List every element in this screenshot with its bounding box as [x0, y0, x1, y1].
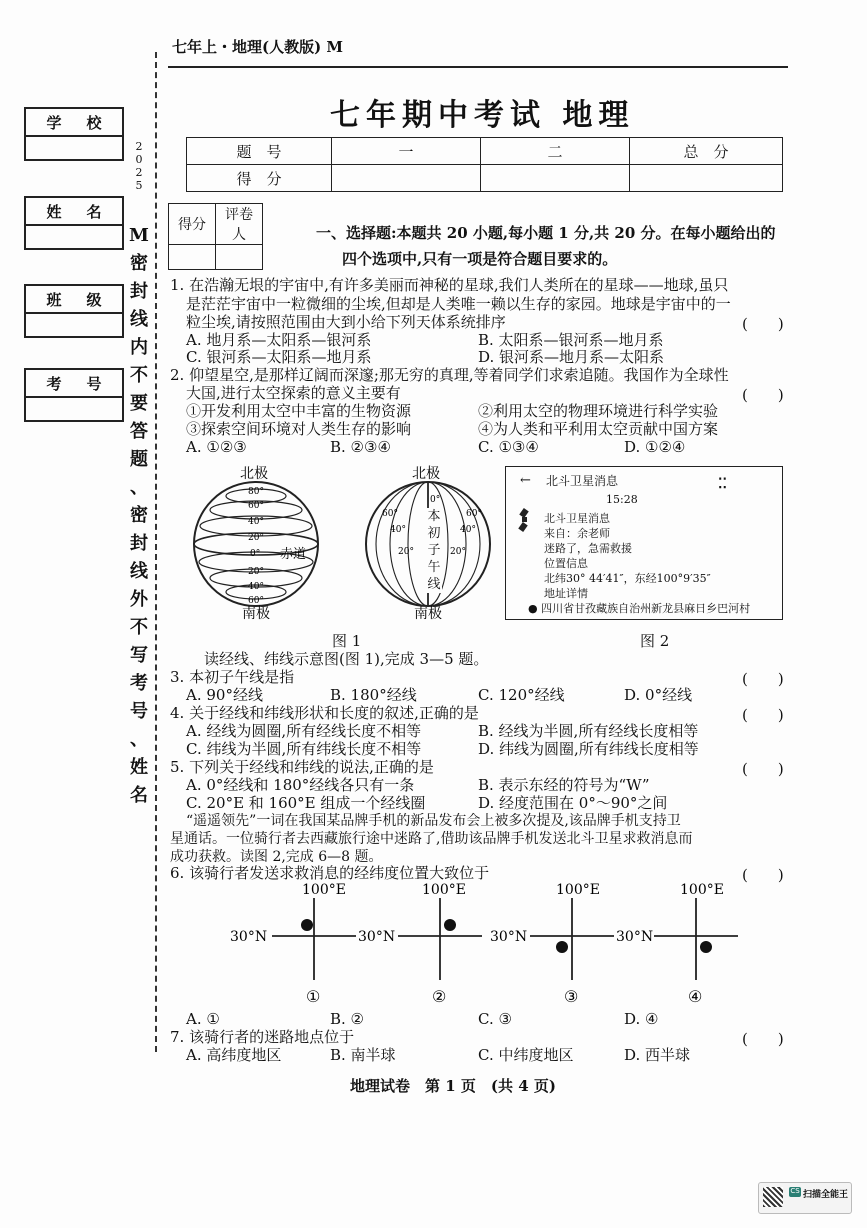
header-course: 七年上・地理(人教版) M [172, 38, 344, 56]
q7-option-b[interactable]: B. 南半球 [330, 1046, 396, 1064]
meridian-char: 本 [427, 509, 441, 524]
message-header: 北斗卫星消息 [546, 474, 619, 488]
seal-char: 号 [130, 701, 148, 722]
q5-option-b[interactable]: B. 表示东经的符号为“W” [478, 776, 650, 794]
q6-answer-paren[interactable]: ( ) [742, 866, 784, 884]
grader-score-cell[interactable] [169, 245, 216, 270]
seal-char: 密 [130, 253, 148, 274]
q1-option-c[interactable]: C. 银河系—太阳系—地月系 [186, 348, 372, 366]
score-row-label: 得 分 [187, 165, 332, 192]
seal-char: 封 [130, 281, 148, 302]
q6-option-d[interactable]: D. ④ [624, 1010, 659, 1028]
right-globe-south: 南极 [414, 606, 442, 622]
school-label-b: 校 [86, 113, 102, 132]
lat-label-40s: 40° [248, 582, 264, 592]
class-label-b: 级 [86, 290, 102, 309]
seal-char: 、 [130, 477, 148, 498]
q1-answer-paren[interactable]: ( ) [742, 315, 784, 333]
page-footer: 地理试卷 第 1 页 (共 4 页) [350, 1077, 556, 1095]
message-line-1: 北斗卫星消息 [544, 512, 610, 525]
score-table [186, 137, 783, 192]
name-label-a: 姓 [46, 202, 62, 221]
seal-char: 名 [130, 785, 148, 806]
figure2-caption: 图 2 [640, 632, 670, 650]
grader-score-label: 得分 [169, 204, 216, 245]
seal-char: 线 [130, 561, 148, 582]
year-char: 0 [135, 153, 143, 166]
lat-label-40n: 40° [248, 517, 264, 527]
lat-label-80: 80° [248, 487, 264, 497]
seal-line-notice [126, 222, 152, 810]
q3-option-b[interactable]: B. 180°经线 [330, 686, 417, 704]
d4-location-dot [700, 941, 712, 953]
q2-statement-4: ④为人类和平利用太空贡献中国方案 [478, 420, 719, 438]
exam-title: 七年期中考试 地理 [330, 98, 635, 133]
q2-answer-paren[interactable]: ( ) [742, 386, 784, 404]
seal-char: 考 [130, 673, 148, 694]
score-header-total: 总 分 [630, 138, 783, 165]
class-label-a: 班 [46, 290, 62, 309]
message-time: 15:28 [606, 493, 638, 506]
d1-location-dot [301, 919, 313, 931]
grader-person-cell[interactable] [216, 245, 263, 270]
lon-label-60e: 60° [466, 509, 482, 519]
figure1-latitude-globe [188, 462, 328, 622]
seal-dashed-line [155, 52, 157, 1052]
seal-char: 线 [130, 309, 148, 330]
q6-option-a[interactable]: A. ① [186, 1010, 220, 1028]
lat-label-20n: 20° [248, 533, 264, 543]
score-cell-two[interactable] [481, 165, 630, 192]
back-arrow-icon[interactable]: ← [520, 473, 531, 488]
name-field[interactable] [24, 196, 124, 250]
d4-lat-label: 30°N [616, 929, 654, 945]
section-instruction-line1: 一、选择题:本题共 20 小题,每小题 1 分,共 20 分。在每小题给出的 [316, 224, 776, 242]
seal-char: 写 [130, 645, 148, 666]
seal-char: 姓 [130, 757, 148, 778]
q6-option-c[interactable]: C. ③ [478, 1010, 512, 1028]
figure1-caption: 图 1 [332, 632, 362, 650]
message-line-3: 迷路了，急需救援 [544, 542, 632, 555]
d1-number: ① [306, 987, 321, 1006]
q2-option-b[interactable]: B. ②③④ [330, 438, 391, 456]
q6-stem: 6. 该骑行者发送求救消息的经纬度位置大致位于 [170, 864, 490, 882]
right-globe-north: 北极 [412, 466, 440, 482]
meridian-char: 子 [427, 543, 441, 558]
q2-line1: 2. 仰望星空,是那样辽阔而深邃;那无穷的真理,等着同学们求索追随。我国作为全球性 [170, 366, 729, 384]
seal-char: M [129, 225, 149, 246]
seal-char: 、 [130, 729, 148, 750]
d3-location-dot [556, 941, 568, 953]
q3-option-c[interactable]: C. 120°经线 [478, 686, 565, 704]
name-label-b: 名 [86, 202, 102, 221]
passage-line2: 星通话。一位骑行者去西藏旅行途中迷路了,借助该品牌手机发送北斗卫星求救消息而 [170, 831, 693, 847]
school-field[interactable] [24, 107, 124, 161]
score-cell-one[interactable] [332, 165, 481, 192]
seal-char: 密 [130, 505, 148, 526]
lat-label-0: 0° [250, 549, 261, 559]
q6-option-b[interactable]: B. ② [330, 1010, 365, 1028]
seal-char: 答 [130, 421, 148, 442]
q3-option-d[interactable]: D. 0°经线 [624, 686, 693, 704]
passage-line3: 成功获救。读图 2,完成 6—8 题。 [170, 849, 383, 865]
satellite-icon [514, 507, 534, 533]
year-vertical [132, 140, 146, 192]
exam-number-label-b: 号 [86, 374, 102, 393]
q2-statement-1: ①开发利用太空中丰富的生物资源 [186, 402, 412, 420]
seal-char: 不 [130, 365, 148, 386]
d3-lon-label: 100°E [556, 882, 600, 898]
message-line-2: 来自：余老师 [544, 527, 610, 540]
d3-number: ③ [564, 987, 579, 1006]
q2-line2: 大国,进行太空探索的意义主要有 [186, 384, 401, 402]
section-instruction-line2: 四个选项中,只有一项是符合题目要求的。 [342, 250, 618, 268]
year-char: 5 [135, 179, 143, 192]
position-diagram-1 [230, 882, 356, 1006]
lat-label-60n: 60° [248, 501, 264, 511]
meridian-char: 初 [427, 526, 441, 541]
message-address-label: 地址详情 [544, 587, 588, 600]
lon-label-0: 0° [430, 495, 441, 505]
d1-lon-label: 100°E [302, 882, 346, 898]
message-address [528, 601, 750, 616]
q4-answer-paren[interactable]: ( ) [742, 706, 784, 724]
seal-char: 题 [130, 449, 148, 470]
q4-option-c[interactable]: C. 纬线为半圆,所有纬线长度不相等 [186, 740, 422, 758]
q5-option-d[interactable]: D. 经度范围在 0°～90°之间 [478, 794, 668, 812]
d4-number: ④ [688, 987, 703, 1006]
position-diagram-4 [616, 882, 738, 1006]
grader-person-label: 评卷人 [216, 204, 263, 245]
score-header-two: 二 [481, 138, 630, 165]
header-rule [168, 66, 788, 68]
q5-option-a[interactable]: A. 0°经线和 180°经线各只有一条 [186, 776, 415, 794]
score-cell-total[interactable] [630, 165, 783, 192]
q5-option-c[interactable]: C. 20°E 和 160°E 组成一个经线圈 [186, 794, 426, 812]
q2-option-c[interactable]: C. ①③④ [478, 438, 539, 456]
q4-stem: 4. 关于经线和纬线形状和长度的叙述,正确的是 [170, 704, 479, 722]
q2-option-d[interactable]: D. ①②④ [624, 438, 686, 456]
message-coordinates: 北纬30° 44′41″，东经100°9′35″ [544, 572, 711, 585]
q1-line2: 是茫茫宇宙中一粒微细的尘埃,但却是人类唯一赖以生存的家园。地球是宇宙中的一 [186, 295, 731, 313]
q7-option-c[interactable]: C. 中纬度地区 [478, 1046, 574, 1064]
score-header-one: 一 [332, 138, 481, 165]
q2-option-a[interactable]: A. ①②③ [186, 438, 247, 456]
passage-line1: “遥遥领先”一词在我国某品牌手机的新品发布会上被多次提及,该品牌手机支持卫 [186, 813, 681, 829]
seal-char: 不 [130, 617, 148, 638]
meridian-char: 午 [427, 560, 441, 575]
left-globe-equator: 赤道 [280, 547, 307, 562]
q5-answer-paren[interactable]: ( ) [742, 760, 784, 778]
year-char: 2 [135, 166, 143, 179]
seal-char: 内 [130, 337, 148, 358]
q2-statement-2: ②利用太空的物理环境进行科学实验 [478, 402, 719, 420]
left-globe-north: 北极 [240, 466, 268, 482]
scanner-name: 扫描全能王 [803, 1190, 849, 1200]
seal-char: 封 [130, 533, 148, 554]
q7-option-a[interactable]: A. 高纬度地区 [186, 1046, 282, 1064]
lon-label-20e: 20° [450, 547, 466, 557]
q4-option-a[interactable]: A. 经线为圆圈,所有经线长度不相等 [186, 722, 422, 740]
q1-option-a[interactable]: A. 地月系—太阳系—银河系 [186, 331, 372, 349]
q3-option-a[interactable]: A. 90°经线 [186, 686, 263, 704]
q6-position-diagrams [228, 878, 768, 1008]
q3-stem: 3. 本初子午线是指 [170, 668, 295, 686]
position-diagram-3 [490, 882, 614, 1006]
exam-number-field[interactable] [24, 368, 124, 422]
prime-meridian-label [426, 508, 442, 593]
q4-option-d[interactable]: D. 纬线为圆圈,所有纬线长度相等 [478, 740, 699, 758]
lon-label-20w: 20° [398, 547, 414, 557]
q2-statement-3: ③探索空间环境对人类生存的影响 [186, 420, 412, 438]
q1-option-b[interactable]: B. 太阳系—银河系—地月系 [478, 331, 664, 349]
q7-answer-paren[interactable]: ( ) [742, 1030, 784, 1048]
figure2-message-box [505, 466, 783, 620]
q1-line3: 粒尘埃,请按照范围由大到小给下列天体系统排序 [186, 313, 506, 331]
d1-lat-label: 30°N [230, 929, 268, 945]
lat-label-60s: 60° [248, 596, 264, 606]
qr-code-icon [763, 1187, 783, 1207]
grader-box [168, 203, 263, 270]
class-field[interactable] [24, 284, 124, 338]
d2-location-dot [444, 919, 456, 931]
q3-answer-paren[interactable]: ( ) [742, 670, 784, 688]
lat-label-20s: 20° [248, 567, 264, 577]
q1-option-d[interactable]: D. 银河系—地月系—太阳系 [478, 348, 665, 366]
d4-lon-label: 100°E [680, 882, 724, 898]
q4-option-b[interactable]: B. 经线为半圆,所有经线长度相等 [478, 722, 699, 740]
q5-stem: 5. 下列关于经线和纬线的说法,正确的是 [170, 758, 434, 776]
scanner-watermark [758, 1182, 852, 1214]
exam-number-label-a: 考 [46, 374, 62, 393]
position-diagram-2 [358, 882, 482, 1006]
more-icon[interactable]: ⁚⁚ [718, 476, 727, 492]
message-line-4: 位置信息 [544, 557, 588, 570]
q1-line1: 1. 在浩瀚无垠的宇宙中,有许多美丽而神秘的星球,我们人类所在的星球——地球,虽只 [170, 276, 729, 294]
d3-lat-label: 30°N [490, 929, 528, 945]
lon-label-40e: 40° [460, 525, 476, 535]
q7-option-d[interactable]: D. 西半球 [624, 1046, 691, 1064]
cs-logo-icon: CS [790, 1187, 800, 1195]
lon-label-60w: 60° [382, 509, 398, 519]
location-dot-icon: ● [528, 602, 538, 615]
meridian-char: 线 [427, 577, 441, 592]
d2-number: ② [432, 987, 447, 1006]
d2-lat-label: 30°N [358, 929, 396, 945]
lon-label-40w: 40° [390, 525, 406, 535]
message-address-text: 四川省甘孜藏族自治州新龙县麻日乡巴河村 [541, 602, 751, 615]
d2-lon-label: 100°E [422, 882, 466, 898]
school-label-a: 学 [46, 113, 62, 132]
seal-char: 要 [130, 393, 148, 414]
year-char: 2 [135, 140, 143, 153]
q7-stem: 7. 该骑行者的迷路地点位于 [170, 1028, 355, 1046]
intro-q3-5: 读经线、纬线示意图(图 1),完成 3—5 题。 [204, 650, 489, 668]
left-globe-south: 南极 [242, 606, 270, 622]
score-header-question: 题 号 [187, 138, 332, 165]
seal-char: 外 [130, 589, 148, 610]
